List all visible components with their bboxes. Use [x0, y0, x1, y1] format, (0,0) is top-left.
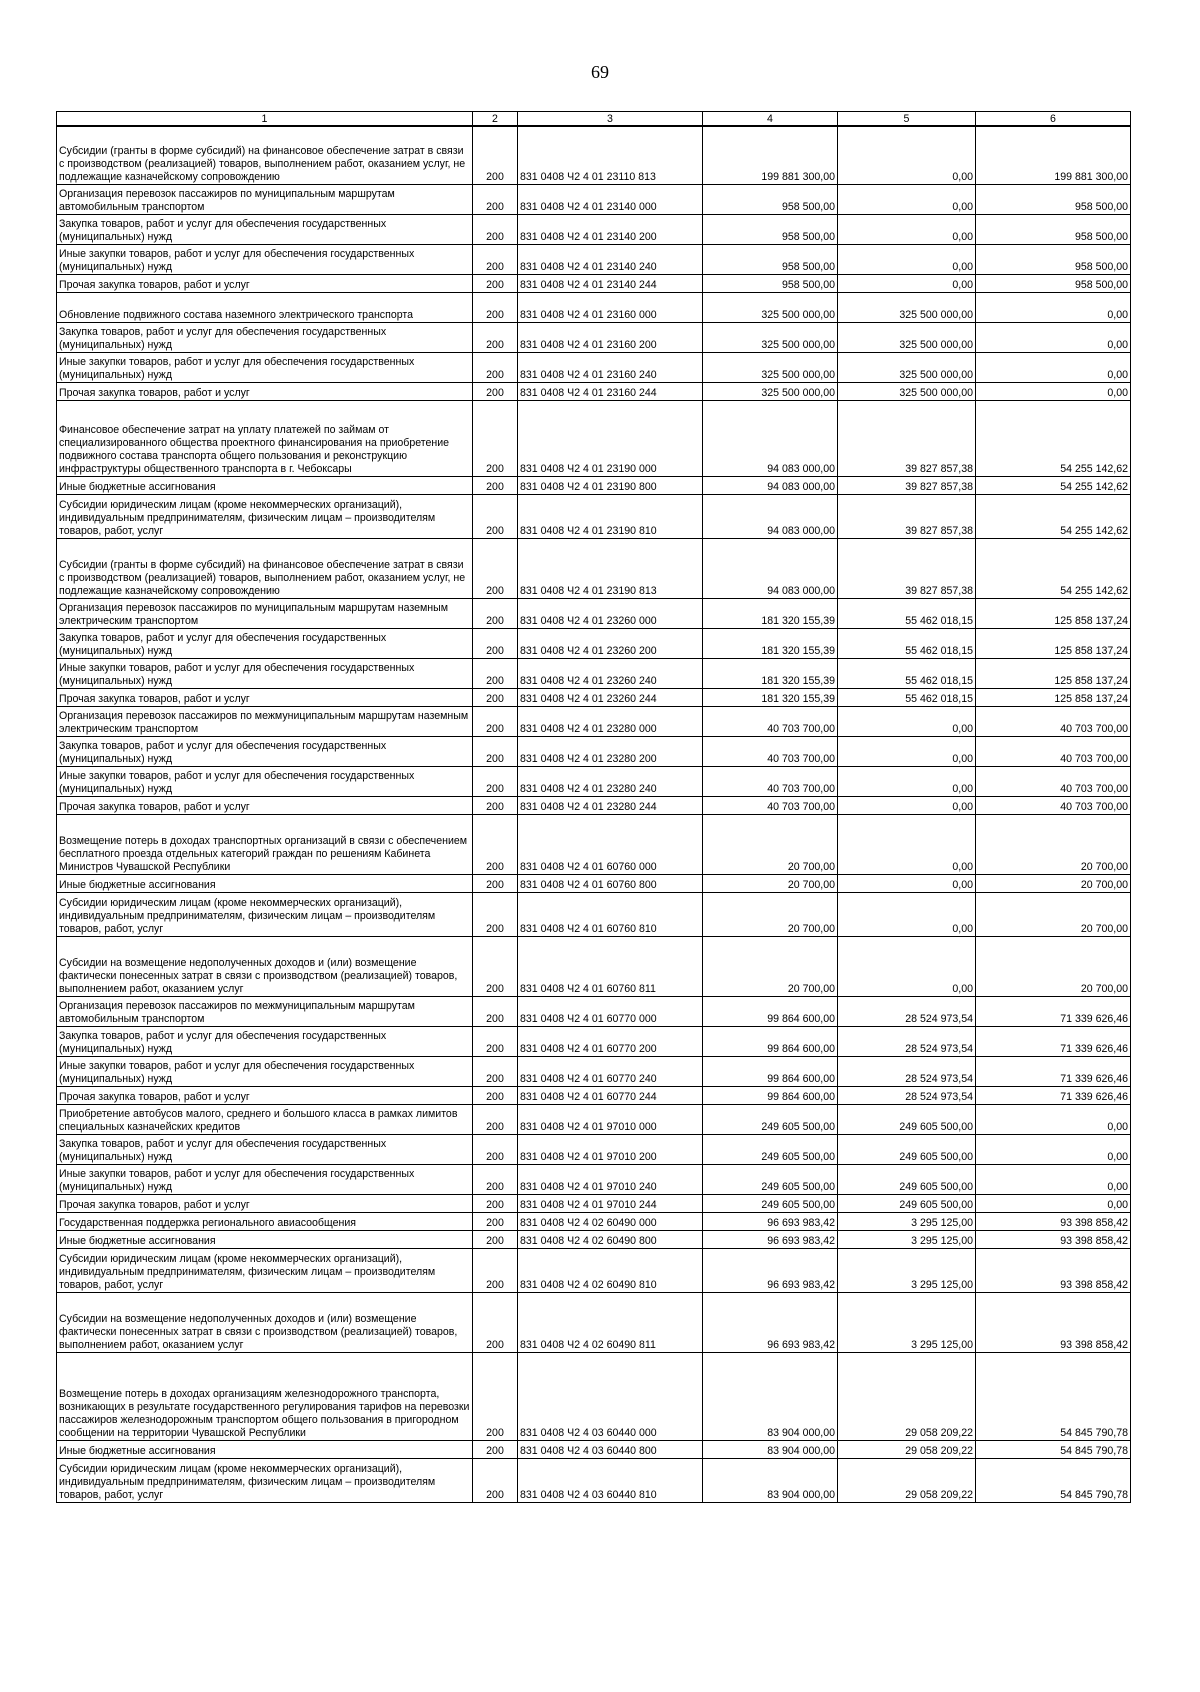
cell-remaining: 54 255 142,62	[976, 400, 1131, 476]
cell-budget-code: 831 0408 Ч2 4 03 60440 810	[518, 1458, 703, 1502]
cell-line-code: 200	[473, 688, 518, 706]
cell-planned: 40 703 700,00	[703, 736, 838, 766]
cell-remaining: 93 398 858,42	[976, 1212, 1131, 1230]
cell-planned: 94 083 000,00	[703, 400, 838, 476]
cell-executed: 29 058 209,22	[838, 1352, 976, 1440]
cell-name: Организация перевозок пассажиров по межмуниципальным маршрутам автомобильным транспортом	[57, 996, 473, 1026]
cell-remaining: 54 845 790,78	[976, 1352, 1131, 1440]
cell-name: Закупка товаров, работ и услуг для обеспечения государственных (муниципальных) нужд	[57, 736, 473, 766]
column-header: 3	[518, 112, 703, 127]
cell-remaining: 40 703 700,00	[976, 736, 1131, 766]
cell-remaining: 0,00	[976, 1194, 1131, 1212]
cell-budget-code: 831 0408 Ч2 4 01 97010 200	[518, 1134, 703, 1164]
cell-planned: 99 864 600,00	[703, 1026, 838, 1056]
cell-planned: 958 500,00	[703, 274, 838, 292]
cell-budget-code: 831 0408 Ч2 4 01 23160 244	[518, 382, 703, 400]
cell-executed: 325 500 000,00	[838, 292, 976, 322]
cell-name: Прочая закупка товаров, работ и услуг	[57, 1194, 473, 1212]
cell-line-code: 200	[473, 814, 518, 874]
cell-executed: 39 827 857,38	[838, 494, 976, 538]
cell-name: Прочая закупка товаров, работ и услуг	[57, 274, 473, 292]
cell-remaining: 54 255 142,62	[976, 538, 1131, 598]
cell-remaining: 958 500,00	[976, 244, 1131, 274]
cell-name: Субсидии на возмещение недополученных доходов и (или) возмещение фактически понесенных затрат в связи с производством (реализацией) товаров, выполнением работ, оказанием услуг	[57, 1292, 473, 1352]
cell-executed: 29 058 209,22	[838, 1458, 976, 1502]
table-row	[57, 1104, 1131, 1134]
table-row	[57, 814, 1131, 874]
table-row	[57, 1440, 1131, 1458]
cell-budget-code: 831 0408 Ч2 4 01 60760 810	[518, 892, 703, 936]
cell-remaining: 0,00	[976, 1134, 1131, 1164]
cell-executed: 0,00	[838, 874, 976, 892]
cell-executed: 28 524 973,54	[838, 1086, 976, 1104]
cell-planned: 40 703 700,00	[703, 766, 838, 796]
cell-line-code: 200	[473, 996, 518, 1026]
cell-executed: 325 500 000,00	[838, 352, 976, 382]
cell-remaining: 71 339 626,46	[976, 1026, 1131, 1056]
cell-budget-code: 831 0408 Ч2 4 01 60770 244	[518, 1086, 703, 1104]
cell-planned: 20 700,00	[703, 892, 838, 936]
table-row	[57, 1458, 1131, 1502]
cell-name: Закупка товаров, работ и услуг для обеспечения государственных (муниципальных) нужд	[57, 1026, 473, 1056]
cell-line-code: 200	[473, 400, 518, 476]
cell-planned: 99 864 600,00	[703, 1056, 838, 1086]
cell-budget-code: 831 0408 Ч2 4 01 23260 000	[518, 598, 703, 628]
table-row	[57, 1134, 1131, 1164]
cell-name: Закупка товаров, работ и услуг для обеспечения государственных (муниципальных) нужд	[57, 322, 473, 352]
table-row	[57, 688, 1131, 706]
cell-line-code: 200	[473, 936, 518, 996]
table-row	[57, 1248, 1131, 1292]
cell-name: Иные закупки товаров, работ и услуг для обеспечения государственных (муниципальных) нужд	[57, 658, 473, 688]
cell-planned: 181 320 155,39	[703, 688, 838, 706]
cell-name: Субсидии (гранты в форме субсидий) на финансовое обеспечение затрат в связи с производством (реализацией) товаров, выполнением работ, оказанием услуг, не подлежащие казначейскому сопровождению	[57, 538, 473, 598]
cell-line-code: 200	[473, 1164, 518, 1194]
cell-planned: 249 605 500,00	[703, 1164, 838, 1194]
header-row	[57, 112, 1131, 127]
cell-budget-code: 831 0408 Ч2 4 01 60770 200	[518, 1026, 703, 1056]
cell-budget-code: 831 0408 Ч2 4 02 60490 000	[518, 1212, 703, 1230]
table-row	[57, 1164, 1131, 1194]
cell-name: Иные закупки товаров, работ и услуг для обеспечения государственных (муниципальных) нужд	[57, 766, 473, 796]
cell-planned: 325 500 000,00	[703, 382, 838, 400]
cell-line-code: 200	[473, 1458, 518, 1502]
cell-planned: 83 904 000,00	[703, 1440, 838, 1458]
budget-table	[56, 111, 1131, 1503]
table-row	[57, 292, 1131, 322]
table-row	[57, 322, 1131, 352]
cell-name: Иные закупки товаров, работ и услуг для обеспечения государственных (муниципальных) нужд	[57, 1164, 473, 1194]
cell-line-code: 200	[473, 736, 518, 766]
cell-budget-code: 831 0408 Ч2 4 01 23280 244	[518, 796, 703, 814]
cell-line-code: 200	[473, 126, 518, 184]
table-row	[57, 1230, 1131, 1248]
cell-executed: 3 295 125,00	[838, 1292, 976, 1352]
cell-executed: 0,00	[838, 706, 976, 736]
cell-budget-code: 831 0408 Ч2 4 01 23140 000	[518, 184, 703, 214]
cell-name: Иные бюджетные ассигнования	[57, 1440, 473, 1458]
table-row	[57, 996, 1131, 1026]
cell-executed: 55 462 018,15	[838, 688, 976, 706]
cell-executed: 0,00	[838, 766, 976, 796]
cell-remaining: 71 339 626,46	[976, 1086, 1131, 1104]
cell-budget-code: 831 0408 Ч2 4 02 60490 800	[518, 1230, 703, 1248]
cell-name: Иные закупки товаров, работ и услуг для обеспечения государственных (муниципальных) нужд	[57, 1056, 473, 1086]
table-row	[57, 476, 1131, 494]
cell-planned: 958 500,00	[703, 244, 838, 274]
cell-remaining: 0,00	[976, 322, 1131, 352]
cell-planned: 83 904 000,00	[703, 1458, 838, 1502]
cell-remaining: 71 339 626,46	[976, 996, 1131, 1026]
table-row	[57, 736, 1131, 766]
cell-executed: 3 295 125,00	[838, 1212, 976, 1230]
table-row	[57, 598, 1131, 628]
cell-remaining: 40 703 700,00	[976, 706, 1131, 736]
cell-line-code: 200	[473, 874, 518, 892]
cell-planned: 199 881 300,00	[703, 126, 838, 184]
table-row	[57, 796, 1131, 814]
cell-name: Субсидии юридическим лицам (кроме некоммерческих организаций), индивидуальным предпринимателям, физическим лицам – производителям товаров, работ, услуг	[57, 892, 473, 936]
cell-planned: 20 700,00	[703, 814, 838, 874]
cell-planned: 94 083 000,00	[703, 476, 838, 494]
cell-executed: 249 605 500,00	[838, 1134, 976, 1164]
cell-executed: 55 462 018,15	[838, 658, 976, 688]
cell-budget-code: 831 0408 Ч2 4 01 23110 813	[518, 126, 703, 184]
cell-remaining: 125 858 137,24	[976, 628, 1131, 658]
column-header: 4	[703, 112, 838, 127]
cell-executed: 0,00	[838, 214, 976, 244]
cell-executed: 28 524 973,54	[838, 1056, 976, 1086]
cell-remaining: 199 881 300,00	[976, 126, 1131, 184]
cell-budget-code: 831 0408 Ч2 4 01 23160 200	[518, 322, 703, 352]
cell-budget-code: 831 0408 Ч2 4 01 97010 000	[518, 1104, 703, 1134]
cell-budget-code: 831 0408 Ч2 4 01 60760 811	[518, 936, 703, 996]
table-row	[57, 1056, 1131, 1086]
cell-budget-code: 831 0408 Ч2 4 01 23190 813	[518, 538, 703, 598]
cell-name: Приобретение автобусов малого, среднего и большого класса в рамках лимитов специальных казначейских кредитов	[57, 1104, 473, 1134]
cell-executed: 39 827 857,38	[838, 476, 976, 494]
cell-executed: 325 500 000,00	[838, 322, 976, 352]
table-row	[57, 892, 1131, 936]
cell-planned: 99 864 600,00	[703, 996, 838, 1026]
cell-remaining: 20 700,00	[976, 892, 1131, 936]
cell-budget-code: 831 0408 Ч2 4 01 23260 240	[518, 658, 703, 688]
cell-name: Возмещение потерь в доходах организациям железнодорожного транспорта, возникающих в результате государственного регулирования тарифов на перевозки пассажиров железнодорожным транспортом общего пользования в пригородном сообщении на территории Чувашской Республики	[57, 1352, 473, 1440]
cell-line-code: 200	[473, 1248, 518, 1292]
cell-executed: 28 524 973,54	[838, 1026, 976, 1056]
cell-planned: 181 320 155,39	[703, 628, 838, 658]
cell-name: Иные бюджетные ассигнования	[57, 874, 473, 892]
cell-remaining: 71 339 626,46	[976, 1056, 1131, 1086]
cell-executed: 249 605 500,00	[838, 1194, 976, 1212]
cell-remaining: 93 398 858,42	[976, 1230, 1131, 1248]
cell-remaining: 20 700,00	[976, 814, 1131, 874]
cell-planned: 181 320 155,39	[703, 658, 838, 688]
cell-name: Прочая закупка товаров, работ и услуг	[57, 688, 473, 706]
cell-executed: 0,00	[838, 244, 976, 274]
cell-executed: 0,00	[838, 892, 976, 936]
cell-line-code: 200	[473, 1212, 518, 1230]
cell-budget-code: 831 0408 Ч2 4 01 23190 810	[518, 494, 703, 538]
table-row	[57, 874, 1131, 892]
cell-remaining: 40 703 700,00	[976, 766, 1131, 796]
cell-budget-code: 831 0408 Ч2 4 01 23160 240	[518, 352, 703, 382]
cell-line-code: 200	[473, 538, 518, 598]
cell-line-code: 200	[473, 706, 518, 736]
cell-budget-code: 831 0408 Ч2 4 01 23190 000	[518, 400, 703, 476]
page-number: 69	[591, 62, 609, 82]
cell-remaining: 54 845 790,78	[976, 1440, 1131, 1458]
cell-executed: 55 462 018,15	[838, 598, 976, 628]
cell-name: Государственная поддержка регионального авиасообщения	[57, 1212, 473, 1230]
cell-budget-code: 831 0408 Ч2 4 03 60440 800	[518, 1440, 703, 1458]
cell-line-code: 200	[473, 1230, 518, 1248]
cell-remaining: 54 255 142,62	[976, 476, 1131, 494]
cell-planned: 96 693 983,42	[703, 1292, 838, 1352]
cell-planned: 96 693 983,42	[703, 1230, 838, 1248]
cell-remaining: 0,00	[976, 382, 1131, 400]
cell-line-code: 200	[473, 1026, 518, 1056]
cell-line-code: 200	[473, 628, 518, 658]
cell-line-code: 200	[473, 1352, 518, 1440]
cell-remaining: 40 703 700,00	[976, 796, 1131, 814]
cell-executed: 0,00	[838, 274, 976, 292]
column-header: 5	[838, 112, 976, 127]
cell-line-code: 200	[473, 1104, 518, 1134]
cell-name: Закупка товаров, работ и услуг для обеспечения государственных (муниципальных) нужд	[57, 628, 473, 658]
cell-line-code: 200	[473, 494, 518, 538]
column-header: 1	[57, 112, 473, 127]
cell-planned: 40 703 700,00	[703, 796, 838, 814]
cell-planned: 249 605 500,00	[703, 1104, 838, 1134]
cell-planned: 94 083 000,00	[703, 538, 838, 598]
cell-remaining: 93 398 858,42	[976, 1292, 1131, 1352]
table-row	[57, 494, 1131, 538]
table-row	[57, 1194, 1131, 1212]
cell-line-code: 200	[473, 796, 518, 814]
cell-budget-code: 831 0408 Ч2 4 03 60440 000	[518, 1352, 703, 1440]
cell-budget-code: 831 0408 Ч2 4 01 23160 000	[518, 292, 703, 322]
cell-executed: 28 524 973,54	[838, 996, 976, 1026]
table-row	[57, 1026, 1131, 1056]
cell-line-code: 200	[473, 382, 518, 400]
cell-remaining: 958 500,00	[976, 274, 1131, 292]
cell-remaining: 0,00	[976, 1104, 1131, 1134]
cell-line-code: 200	[473, 598, 518, 628]
table-row	[57, 1086, 1131, 1104]
cell-name: Закупка товаров, работ и услуг для обеспечения государственных (муниципальных) нужд	[57, 1134, 473, 1164]
cell-planned: 325 500 000,00	[703, 292, 838, 322]
cell-line-code: 200	[473, 184, 518, 214]
cell-line-code: 200	[473, 322, 518, 352]
cell-line-code: 200	[473, 766, 518, 796]
cell-name: Иные закупки товаров, работ и услуг для обеспечения государственных (муниципальных) нужд	[57, 352, 473, 382]
cell-budget-code: 831 0408 Ч2 4 01 97010 240	[518, 1164, 703, 1194]
cell-planned: 20 700,00	[703, 874, 838, 892]
cell-executed: 0,00	[838, 736, 976, 766]
cell-planned: 249 605 500,00	[703, 1194, 838, 1212]
cell-planned: 20 700,00	[703, 936, 838, 996]
table-row	[57, 538, 1131, 598]
cell-budget-code: 831 0408 Ч2 4 01 60770 000	[518, 996, 703, 1026]
cell-remaining: 125 858 137,24	[976, 688, 1131, 706]
cell-planned: 181 320 155,39	[703, 598, 838, 628]
table-row	[57, 1352, 1131, 1440]
cell-line-code: 200	[473, 292, 518, 322]
column-header: 6	[976, 112, 1131, 127]
cell-remaining: 125 858 137,24	[976, 598, 1131, 628]
cell-remaining: 0,00	[976, 292, 1131, 322]
cell-line-code: 200	[473, 1134, 518, 1164]
cell-remaining: 20 700,00	[976, 874, 1131, 892]
table-row	[57, 274, 1131, 292]
cell-planned: 40 703 700,00	[703, 706, 838, 736]
cell-name: Организация перевозок пассажиров по муниципальным маршрутам автомобильным транспортом	[57, 184, 473, 214]
table-row	[57, 126, 1131, 184]
cell-name: Обновление подвижного состава наземного электрического транспорта	[57, 292, 473, 322]
cell-executed: 3 295 125,00	[838, 1248, 976, 1292]
cell-name: Субсидии (гранты в форме субсидий) на финансовое обеспечение затрат в связи с производством (реализацией) товаров, выполнением работ, оказанием услуг, не подлежащие казначейскому сопровождению	[57, 126, 473, 184]
cell-budget-code: 831 0408 Ч2 4 01 97010 244	[518, 1194, 703, 1212]
table-row	[57, 628, 1131, 658]
table-row	[57, 352, 1131, 382]
table-row	[57, 382, 1131, 400]
table-row	[57, 244, 1131, 274]
cell-name: Прочая закупка товаров, работ и услуг	[57, 796, 473, 814]
cell-line-code: 200	[473, 892, 518, 936]
cell-planned: 96 693 983,42	[703, 1212, 838, 1230]
cell-budget-code: 831 0408 Ч2 4 02 60490 811	[518, 1292, 703, 1352]
cell-executed: 249 605 500,00	[838, 1104, 976, 1134]
table-row	[57, 1212, 1131, 1230]
cell-budget-code: 831 0408 Ч2 4 01 60770 240	[518, 1056, 703, 1086]
cell-planned: 325 500 000,00	[703, 352, 838, 382]
cell-name: Возмещение потерь в доходах транспортных организаций в связи с обеспечением бесплатного проезда отдельных категорий граждан по решениям Кабинета Министров Чувашской Республики	[57, 814, 473, 874]
cell-line-code: 200	[473, 658, 518, 688]
cell-name: Организация перевозок пассажиров по муниципальным маршрутам наземным электрическим транспортом	[57, 598, 473, 628]
cell-executed: 0,00	[838, 796, 976, 814]
cell-name: Организация перевозок пассажиров по межмуниципальным маршрутам наземным электрическим транспортом	[57, 706, 473, 736]
table-row	[57, 658, 1131, 688]
cell-line-code: 200	[473, 1056, 518, 1086]
cell-budget-code: 831 0408 Ч2 4 01 23140 240	[518, 244, 703, 274]
cell-budget-code: 831 0408 Ч2 4 01 60760 800	[518, 874, 703, 892]
cell-budget-code: 831 0408 Ч2 4 01 23260 200	[518, 628, 703, 658]
table-row	[57, 400, 1131, 476]
cell-line-code: 200	[473, 1292, 518, 1352]
cell-executed: 55 462 018,15	[838, 628, 976, 658]
cell-name: Иные закупки товаров, работ и услуг для обеспечения государственных (муниципальных) нужд	[57, 244, 473, 274]
cell-budget-code: 831 0408 Ч2 4 01 60760 000	[518, 814, 703, 874]
table-row	[57, 936, 1131, 996]
cell-remaining: 20 700,00	[976, 936, 1131, 996]
cell-executed: 39 827 857,38	[838, 400, 976, 476]
table-body	[57, 126, 1131, 1502]
cell-budget-code: 831 0408 Ч2 4 01 23280 240	[518, 766, 703, 796]
cell-line-code: 200	[473, 244, 518, 274]
cell-name: Финансовое обеспечение затрат на уплату платежей по займам от специализированного общества проектного финансирования на приобретение подвижного состава транспорта общего пользования и реконструкцию инфраструктуры общественного транспорта в г. Чебоксары	[57, 400, 473, 476]
cell-name: Субсидии юридическим лицам (кроме некоммерческих организаций), индивидуальным предпринимателям, физическим лицам – производителям товаров, работ, услуг	[57, 494, 473, 538]
cell-executed: 39 827 857,38	[838, 538, 976, 598]
cell-budget-code: 831 0408 Ч2 4 01 23280 000	[518, 706, 703, 736]
cell-planned: 94 083 000,00	[703, 494, 838, 538]
cell-remaining: 0,00	[976, 352, 1131, 382]
cell-planned: 249 605 500,00	[703, 1134, 838, 1164]
cell-executed: 325 500 000,00	[838, 382, 976, 400]
table-row	[57, 184, 1131, 214]
table-row	[57, 766, 1131, 796]
cell-name: Иные бюджетные ассигнования	[57, 476, 473, 494]
cell-name: Прочая закупка товаров, работ и услуг	[57, 382, 473, 400]
cell-budget-code: 831 0408 Ч2 4 01 23260 244	[518, 688, 703, 706]
cell-budget-code: 831 0408 Ч2 4 01 23140 200	[518, 214, 703, 244]
cell-budget-code: 831 0408 Ч2 4 01 23140 244	[518, 274, 703, 292]
cell-line-code: 200	[473, 274, 518, 292]
cell-name: Субсидии на возмещение недополученных доходов и (или) возмещение фактически понесенных затрат в связи с производством (реализацией) товаров, выполнением работ, оказанием услуг	[57, 936, 473, 996]
cell-executed: 0,00	[838, 184, 976, 214]
cell-remaining: 54 255 142,62	[976, 494, 1131, 538]
cell-budget-code: 831 0408 Ч2 4 01 23190 800	[518, 476, 703, 494]
cell-line-code: 200	[473, 1440, 518, 1458]
cell-executed: 249 605 500,00	[838, 1164, 976, 1194]
column-header: 2	[473, 112, 518, 127]
cell-name: Иные бюджетные ассигнования	[57, 1230, 473, 1248]
cell-remaining: 93 398 858,42	[976, 1248, 1131, 1292]
cell-name: Закупка товаров, работ и услуг для обеспечения государственных (муниципальных) нужд	[57, 214, 473, 244]
cell-name: Субсидии юридическим лицам (кроме некоммерческих организаций), индивидуальным предпринимателям, физическим лицам – производителям товаров, работ, услуг	[57, 1248, 473, 1292]
table-row	[57, 214, 1131, 244]
cell-planned: 958 500,00	[703, 214, 838, 244]
cell-remaining: 54 845 790,78	[976, 1458, 1131, 1502]
cell-executed: 0,00	[838, 814, 976, 874]
cell-executed: 0,00	[838, 126, 976, 184]
cell-budget-code: 831 0408 Ч2 4 02 60490 810	[518, 1248, 703, 1292]
cell-budget-code: 831 0408 Ч2 4 01 23280 200	[518, 736, 703, 766]
cell-remaining: 958 500,00	[976, 184, 1131, 214]
cell-line-code: 200	[473, 1194, 518, 1212]
cell-planned: 83 904 000,00	[703, 1352, 838, 1440]
cell-executed: 0,00	[838, 936, 976, 996]
cell-remaining: 125 858 137,24	[976, 658, 1131, 688]
cell-name: Прочая закупка товаров, работ и услуг	[57, 1086, 473, 1104]
cell-line-code: 200	[473, 352, 518, 382]
table-row	[57, 1292, 1131, 1352]
cell-line-code: 200	[473, 476, 518, 494]
cell-executed: 29 058 209,22	[838, 1440, 976, 1458]
cell-planned: 958 500,00	[703, 184, 838, 214]
cell-name: Субсидии юридическим лицам (кроме некоммерческих организаций), индивидуальным предпринимателям, физическим лицам – производителям товаров, работ, услуг	[57, 1458, 473, 1502]
cell-remaining: 0,00	[976, 1164, 1131, 1194]
cell-line-code: 200	[473, 1086, 518, 1104]
cell-planned: 325 500 000,00	[703, 322, 838, 352]
cell-remaining: 958 500,00	[976, 214, 1131, 244]
cell-line-code: 200	[473, 214, 518, 244]
cell-executed: 3 295 125,00	[838, 1230, 976, 1248]
table-row	[57, 706, 1131, 736]
cell-planned: 96 693 983,42	[703, 1248, 838, 1292]
cell-planned: 99 864 600,00	[703, 1086, 838, 1104]
